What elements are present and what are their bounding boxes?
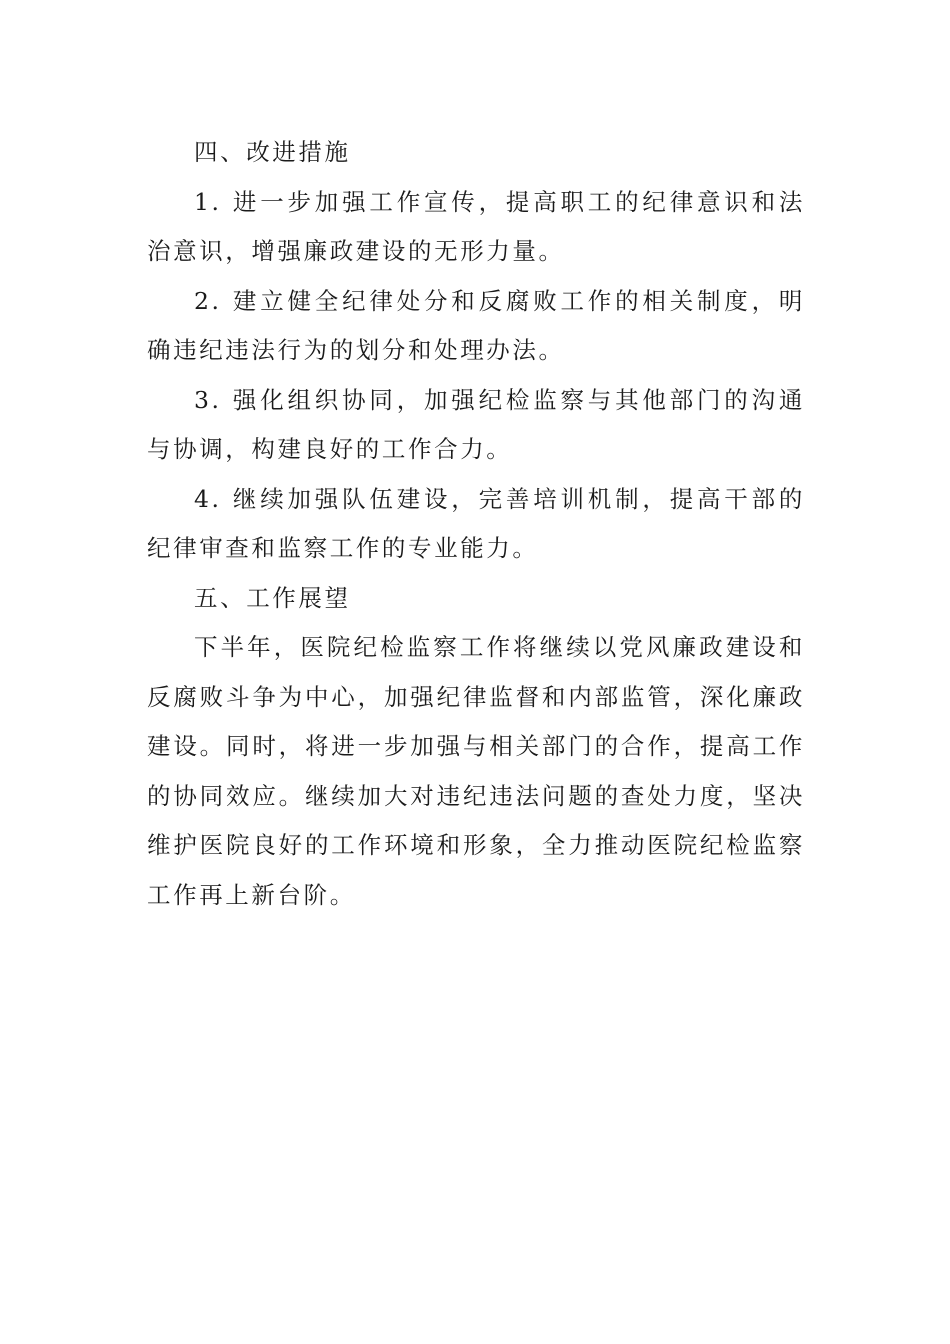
measure-item-3: 3. 强化组织协同，加强纪检监察与其他部门的沟通与协调，构建良好的工作合力。 (147, 385, 805, 463)
document-body (147, 128, 805, 920)
outlook-paragraph: 下半年，医院纪检监察工作将继续以党风廉政建设和反腐败斗争为中心，加强纪律监督和内部监管，深化廉政建设。同时，将进一步加强与相关部门的合作，提高工作的协同效应。继续加大对违纪违法问题的查处力度，坚决维护医院良好的工作环境和形象，全力推动医院纪检监察工作再上新台阶。 (147, 633, 805, 909)
measure-item-4: 4. 继续加强队伍建设，完善培训机制，提高干部的纪律审查和监察工作的专业能力。 (147, 484, 805, 562)
measure-item-2: 2. 建立健全纪律处分和反腐败工作的相关制度，明确违纪违法行为的划分和处理办法。 (147, 286, 805, 364)
section-heading-improvement-measures: 四、改进措施 (194, 138, 351, 166)
section-heading-work-outlook: 五、工作展望 (194, 583, 351, 612)
measure-item-1: 1. 进一步加强工作宣传，提高职工的纪律意识和法治意识，增强廉政建设的无形力量。 (147, 187, 805, 265)
